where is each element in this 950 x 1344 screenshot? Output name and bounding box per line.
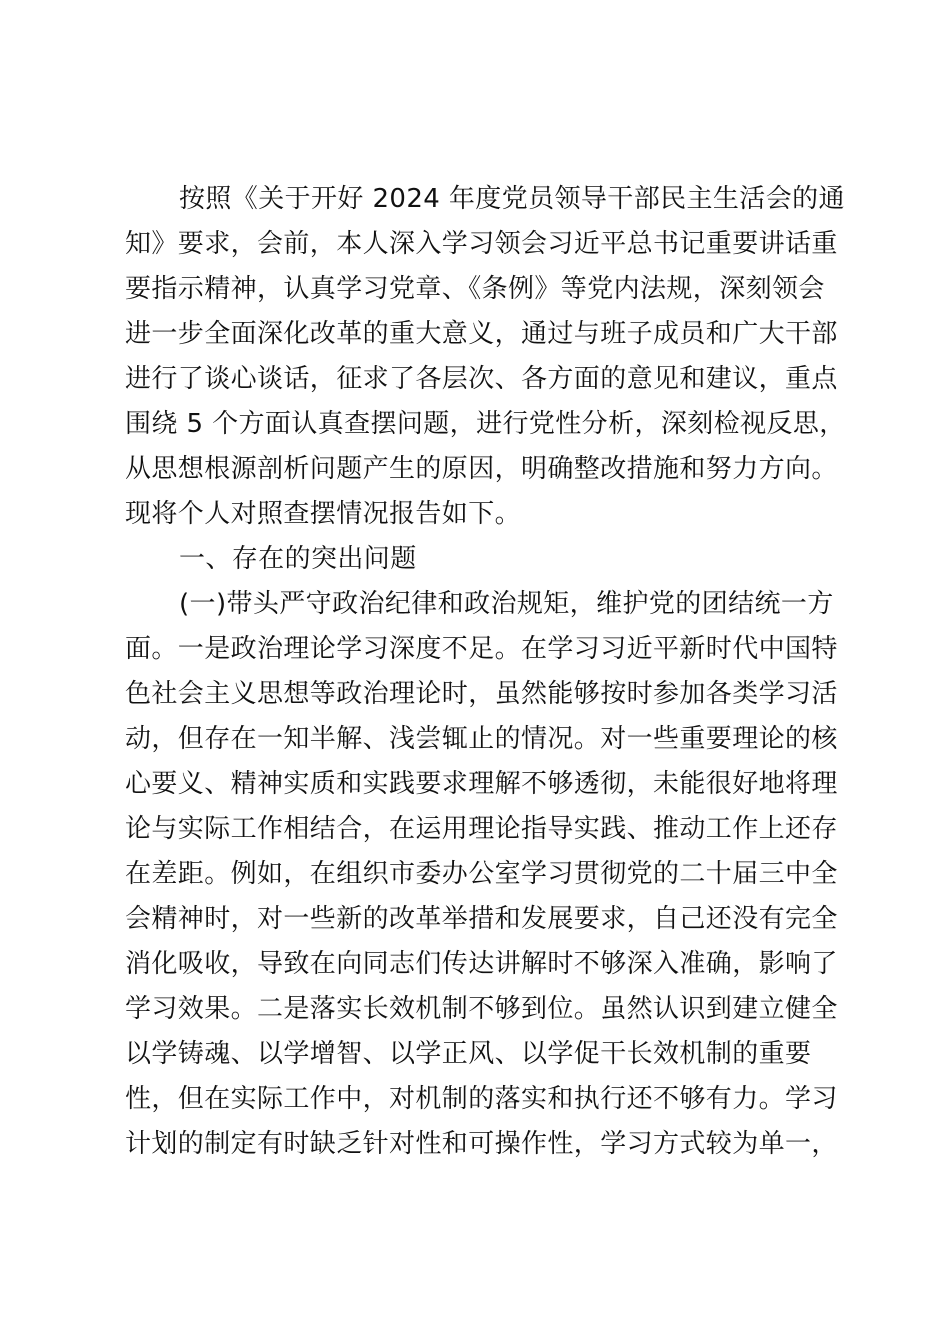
text-line: 心要义、精神实质和实践要求理解不够透彻，未能很好地将理: [125, 769, 838, 799]
text-line: 现将个人对照查摆情况报告如下。: [125, 499, 522, 529]
text-line: 性，但在实际工作中，对机制的落实和执行还不够有力。学习: [125, 1084, 838, 1114]
text-line: (一)带头严守政治纪律和政治规矩，维护党的团结统一方: [179, 589, 834, 619]
text-line: 按照《关于开好 2024 年度党员领导干部民主生活会的通: [179, 184, 845, 214]
text-line: 计划的制定有时缺乏针对性和可操作性，学习方式较为单一，: [125, 1129, 838, 1159]
text-line: 面。一是政治理论学习深度不足。在学习习近平新时代中国特: [125, 634, 838, 664]
text-line: 会精神时，对一些新的改革举措和发展要求，自己还没有完全: [125, 904, 838, 934]
text-line: 知》要求，会前，本人深入学习领会习近平总书记重要讲话重: [125, 229, 838, 259]
text-line: 进行了谈心谈话，征求了各层次、各方面的意见和建议，重点: [125, 364, 838, 394]
text-line: 消化吸收，导致在向同志们传达讲解时不够深入准确，影响了: [125, 949, 838, 979]
section-one-paragraph: [125, 582, 838, 1167]
text-line: 以学铸魂、以学增智、以学正风、以学促干长效机制的重要: [125, 1039, 812, 1069]
text-line: 从思想根源剖析问题产生的原因，明确整改措施和努力方向。: [125, 454, 838, 484]
text-line: 论与实际工作相结合，在运用理论指导实践、推动工作上还存: [125, 814, 838, 844]
intro-paragraph: [125, 177, 846, 537]
text-line: 动，但存在一知半解、浅尝辄止的情况。对一些重要理论的核: [125, 724, 838, 754]
text-line: 围绕 5 个方面认真查摆问题，进行党性分析，深刻检视反思，: [125, 409, 846, 439]
text-line: 进一步全面深化改革的重大意义，通过与班子成员和广大干部: [125, 319, 838, 349]
text-line: 在差距。例如，在组织市委办公室学习贯彻党的二十届三中全: [125, 859, 838, 889]
document-body: [125, 177, 846, 1167]
section-heading: 一、存在的突出问题: [179, 544, 417, 574]
text-line: 学习效果。二是落实长效机制不够到位。虽然认识到建立健全: [125, 994, 838, 1024]
text-line: 色社会主义思想等政治理论时，虽然能够按时参加各类学习活: [125, 679, 838, 709]
text-line: 要指示精神，认真学习党章、《条例》等党内法规，深刻领会: [125, 274, 825, 304]
